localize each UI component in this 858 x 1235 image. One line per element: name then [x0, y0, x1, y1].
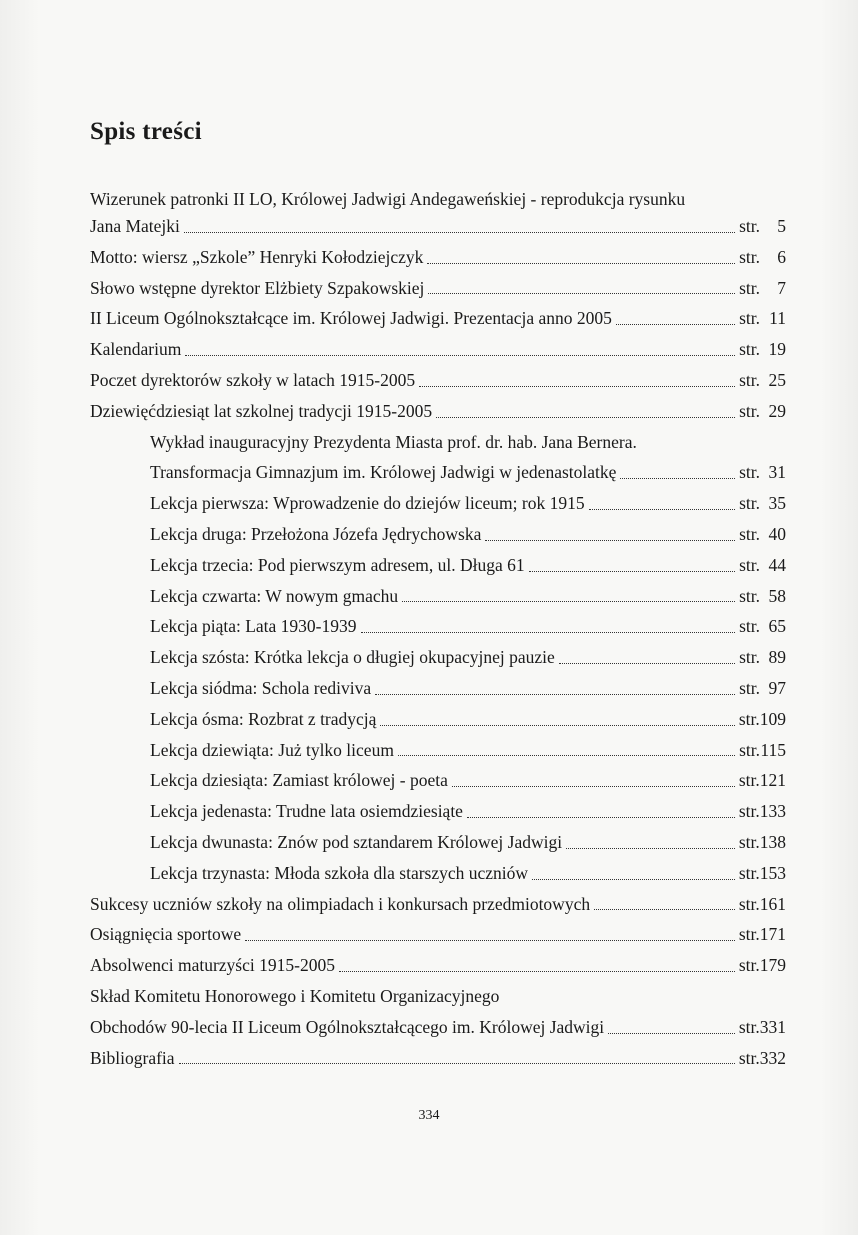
toc-entry-text: Lekcja czwarta: W nowym gmachu [150, 585, 399, 606]
toc-entry-page: 109 [759, 708, 786, 729]
str-label: str. [739, 246, 760, 267]
toc-entry-text: Lekcja siódma: Schola rediviva [150, 677, 372, 698]
dot-leader [620, 477, 735, 479]
str-label: str. [739, 339, 760, 360]
toc-entry [90, 334, 786, 365]
toc-entry-text: Lekcja jedenasta: Trudne lata osiemdziesiąte [150, 801, 463, 822]
toc-entry-page: 138 [759, 831, 786, 852]
toc-entry [90, 365, 786, 396]
str-label: str. [739, 523, 760, 544]
toc-entry-page: 179 [759, 955, 786, 976]
toc-entry-text: Transformacja Gimnazjum im. Królowej Jadwigi w jedenastolatkę [150, 462, 617, 483]
str-label: str. [739, 308, 760, 329]
dot-leader [398, 754, 735, 756]
toc-entry [90, 735, 786, 766]
toc-entry [90, 457, 786, 488]
toc-entry-text: Lekcja ósma: Rozbrat z tradycją [150, 708, 377, 729]
toc-entry-text: Sukcesy uczniów szkoły na olimpiadach i konkursach przedmiotowych [90, 893, 591, 914]
toc-entry [90, 704, 786, 735]
str-label: str. [739, 616, 760, 637]
dot-leader [589, 508, 735, 510]
toc-entry-page: 121 [759, 770, 786, 791]
dot-leader [427, 262, 735, 264]
toc-entry-page: 25 [768, 369, 786, 390]
dot-leader [184, 231, 735, 233]
str-label: str. [739, 739, 760, 760]
dot-leader [529, 570, 735, 572]
dot-leader [559, 662, 735, 664]
dot-leader [361, 631, 736, 633]
toc-entry [90, 765, 786, 796]
str-label: str. [739, 277, 760, 298]
dot-leader [419, 385, 735, 387]
toc-entry-text: Lekcja pierwsza: Wprowadzenie do dziejów liceum; rok 1915 [150, 493, 585, 514]
toc-entry [90, 211, 786, 242]
toc-entry-text: Słowo wstępne dyrektor Elżbiety Szpakowskiej [90, 277, 425, 298]
str-label: str. [738, 831, 760, 852]
dot-leader [485, 539, 735, 541]
str-label: str. [738, 862, 760, 883]
toc-entry-page: 7 [777, 277, 786, 298]
str-label: str. [738, 708, 760, 729]
toc-entry-text: II Liceum Ogólnokształcące im. Królowej Jadwigi. Prezentacja anno 2005 [90, 308, 612, 329]
toc-entry-page: 44 [768, 554, 786, 575]
toc-entry-text: Lekcja piąta: Lata 1930-1939 [150, 616, 357, 637]
toc-entry [90, 550, 786, 581]
dot-leader [380, 724, 734, 726]
toc-entry [90, 242, 786, 273]
toc-entry [90, 673, 786, 704]
str-label: str. [739, 216, 760, 236]
toc-entry [90, 396, 786, 427]
dot-leader [452, 785, 735, 787]
toc-entry-page: 11 [769, 308, 786, 329]
toc-entry [90, 519, 786, 550]
str-label: str. [738, 924, 760, 945]
toc-entry-page: 332 [759, 1047, 786, 1068]
toc-entry-page: 331 [759, 1016, 786, 1037]
dot-leader [436, 416, 735, 418]
str-label: str. [739, 647, 760, 668]
toc-entry-text: Motto: wiersz „Szkole” Henryki Kołodziejczyk [90, 246, 424, 267]
dot-leader [428, 292, 735, 294]
toc-entry [90, 303, 786, 334]
toc-entry [90, 919, 786, 950]
page-title: Spis treści [90, 118, 202, 145]
dot-leader [467, 816, 735, 818]
toc-entry-page: 161 [759, 893, 786, 914]
toc-entry-text: Dziewięćdziesiąt lat szkolnej tradycji 1915-2005 [90, 400, 433, 421]
dot-leader [594, 908, 735, 910]
toc-entry-page: 35 [768, 493, 786, 514]
toc-entry [90, 950, 786, 981]
toc-entry-page: 133 [759, 801, 786, 822]
str-label: str. [738, 1016, 760, 1037]
page-number: 334 [418, 1108, 440, 1123]
toc-entry-page: 89 [768, 647, 786, 668]
toc-entry [90, 796, 786, 827]
toc-entry-text: Osiągnięcia sportowe [90, 924, 242, 945]
toc-entry-page: 31 [768, 462, 786, 483]
toc-entry [90, 1043, 786, 1074]
toc-entry [90, 1012, 786, 1043]
toc-entry-page: 153 [759, 862, 786, 883]
toc-entry-page: 40 [768, 523, 786, 544]
dot-leader [566, 847, 735, 849]
toc-entry-page: 29 [768, 400, 786, 421]
toc-entry [90, 858, 786, 889]
toc-entry [90, 273, 786, 304]
str-label: str. [739, 462, 760, 483]
dot-leader [532, 878, 735, 880]
toc-entry-page: 171 [759, 924, 786, 945]
toc-entry [90, 581, 786, 612]
toc-entry [90, 827, 786, 858]
toc-entry-text: Wizerunek patronki II LO, Królowej Jadwigi Andegaweńskiej - reprodukcja rysunku [90, 189, 686, 209]
dot-leader [179, 1062, 735, 1064]
toc-entry-text: Absolwenci maturzyści 1915-2005 [90, 955, 335, 976]
toc-entry-page: 65 [768, 616, 786, 637]
toc-entry-text: Skład Komitetu Honorowego i Komitetu Organizacyjnego [90, 985, 500, 1006]
toc-entry-page: 115 [760, 739, 786, 760]
str-label: str. [739, 677, 760, 698]
toc-entry-page: 58 [768, 585, 786, 606]
toc-entry [90, 611, 786, 642]
toc-entry-text: Lekcja trzynasta: Młoda szkoła dla starszych uczniów [150, 862, 529, 883]
toc-entry-text: Kalendarium [90, 339, 182, 360]
toc-entry [90, 642, 786, 673]
str-label: str. [739, 493, 760, 514]
toc-entry-text: Lekcja dziewiąta: Już tylko liceum [150, 739, 394, 760]
dot-leader [402, 600, 735, 602]
toc-entry-text: Lekcja trzecia: Pod pierwszym adresem, ul. Długa 61 [150, 554, 525, 575]
toc-entry-text: Obchodów 90-lecia II Liceum Ogólnokształcącego im. Królowej Jadwigi [90, 1016, 605, 1037]
str-label: str. [738, 1047, 760, 1068]
toc-entry-text: Lekcja dziesiąta: Zamiast królowej - poeta [150, 770, 448, 791]
toc-entry [90, 488, 786, 519]
dot-leader [339, 970, 735, 972]
str-label: str. [738, 770, 760, 791]
toc-entry-page: 19 [768, 339, 786, 360]
str-label: str. [739, 400, 760, 421]
toc-entry-text: Lekcja dwunasta: Znów pod sztandarem Królowej Jadwigi [150, 831, 563, 852]
dot-leader [608, 1032, 735, 1034]
dot-leader [375, 693, 735, 695]
toc-entry-text: Lekcja szósta: Krótka lekcja o długiej okupacyjnej pauzie [150, 647, 555, 668]
toc-entry-text: Bibliografia [90, 1047, 175, 1068]
toc-entry [90, 187, 786, 211]
toc-entry [90, 889, 786, 920]
toc-entry-page: 6 [777, 246, 786, 267]
str-label: str. [738, 801, 760, 822]
toc-entry [90, 427, 786, 458]
str-label: str. [739, 369, 760, 390]
toc-entry [90, 981, 786, 1012]
table-of-contents [90, 187, 786, 1073]
toc-entry-text: Poczet dyrektorów szkoły w latach 1915-2005 [90, 369, 416, 390]
str-label: str. [738, 893, 760, 914]
dot-leader [245, 939, 735, 941]
dot-leader [616, 323, 735, 325]
toc-entry-text: Wykład inauguracyjny Prezydenta Miasta prof. dr. hab. Jana Bernera. [150, 431, 637, 452]
str-label: str. [739, 585, 760, 606]
str-label: str. [738, 955, 760, 976]
toc-entry-page: 97 [768, 677, 786, 698]
toc-entry-text: Jana Matejki [90, 216, 180, 236]
str-label: str. [739, 554, 760, 575]
toc-entry-text: Lekcja druga: Przełożona Józefa Jędrychowska [150, 523, 482, 544]
dot-leader [185, 354, 735, 356]
toc-entry-page: 5 [777, 216, 786, 236]
